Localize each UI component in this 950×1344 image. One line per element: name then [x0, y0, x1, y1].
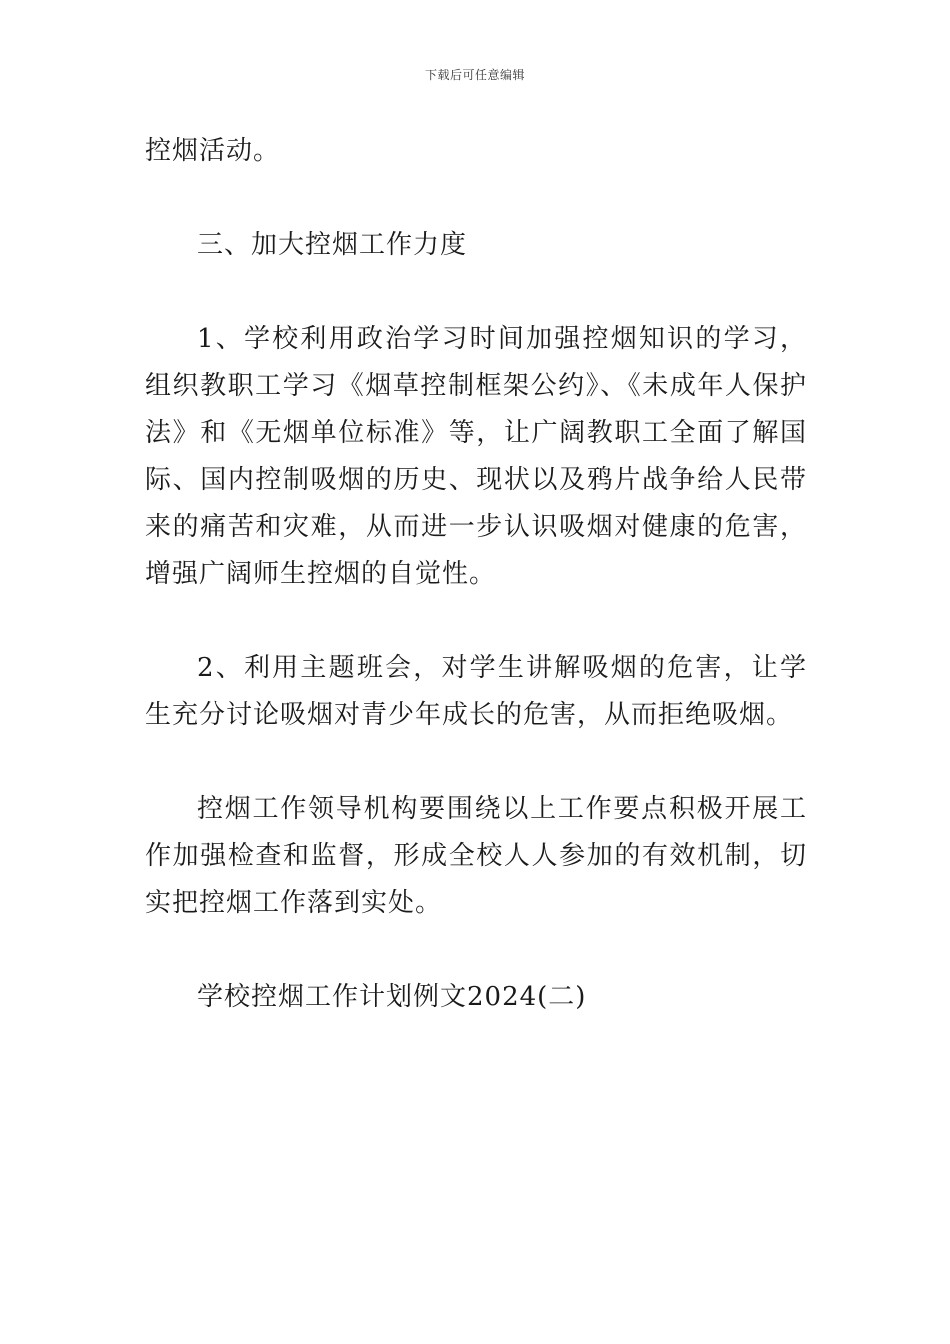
- paragraph-item-2: 2、利用主题班会，对学生讲解吸烟的危害，让学生充分讨论吸烟对青少年成长的危害，从而拒绝吸烟。: [145, 653, 807, 730]
- section-heading: 三、加大控烟工作力度: [197, 230, 468, 260]
- document-subtitle: 学校控烟工作计划例文2024(二): [197, 982, 587, 1012]
- paragraph-continuation: 控烟活动。: [145, 136, 281, 166]
- paragraph-summary: 控烟工作领导机构要围绕以上工作要点积极开展工作加强检查和监督，形成全校人人参加的有效机制，切实把控烟工作落到实处。: [145, 794, 807, 918]
- page-header: 下载后可任意编辑: [424, 68, 525, 82]
- paragraph-item-1: 1、学校利用政治学习时间加强控烟知识的学习，组织教职工学习《烟草控制框架公约》、《未成年人保护法》和《无烟单位标准》等，让广阔教职工全面了解国际、国内控制吸烟的历史、现状以及鸦片战争给人民带来的痛苦和灾难，从而进一步认识吸烟对健康的危害，增强广阔师生控烟的自觉性。: [145, 324, 807, 589]
- document-body: [145, 128, 807, 1021]
